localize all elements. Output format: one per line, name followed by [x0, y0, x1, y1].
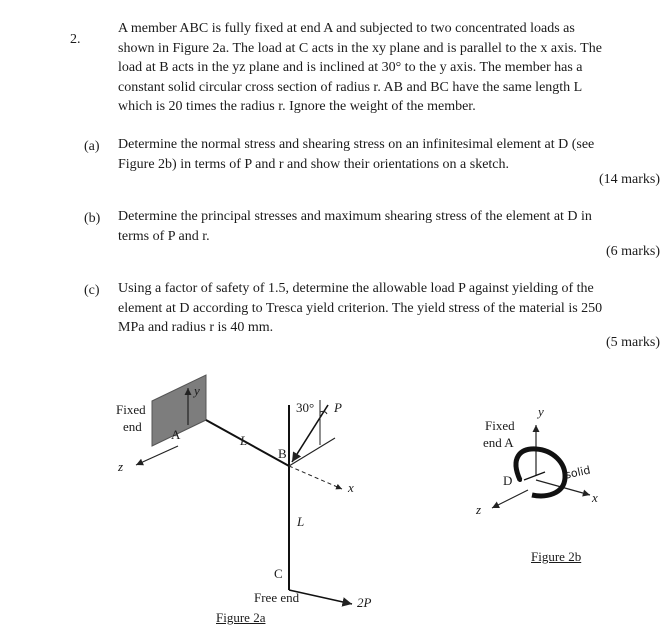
part-b-line: terms of P and r.: [118, 228, 210, 244]
fig2a-length-bc: L: [297, 514, 305, 529]
fig2b-caption: Figure 2b: [531, 549, 582, 564]
stem-line: shown in Figure 2a. The load at C acts in the xy plane and is parallel to the x axis. The: [118, 40, 602, 56]
fig2b-axis-y: y: [538, 404, 544, 419]
part-c-marks: (5 marks): [605, 335, 660, 350]
fig2a-angle: 30°: [296, 400, 315, 415]
fig2a-caption: Figure 2a: [216, 610, 266, 625]
part-c-line: element at D according to Tresca yield criterion. The yield stress of the material is 250: [118, 300, 603, 316]
fig2b-axis-z: z: [476, 502, 482, 517]
fig2b-fixed-label-1: Fixed: [485, 418, 515, 433]
cross-section: [516, 449, 565, 496]
fig2a-fixed-label-1: Fixed: [116, 402, 146, 417]
fig2a-load-2p: 2P: [357, 595, 372, 610]
part-a-label: (a): [84, 139, 100, 154]
fig2b-fixed-label-2: end A: [483, 435, 514, 450]
part-c-line: Using a factor of safety of 1.5, determine the allowable load P against yielding of the: [118, 281, 594, 296]
fig2a-point-b: B: [278, 446, 287, 461]
axis-z-2b: [492, 490, 528, 508]
axis-z-2a: [136, 446, 178, 465]
fig2a-point-c: C: [274, 566, 283, 581]
part-c-label: (c): [84, 283, 100, 298]
fig2a-load-p: P: [334, 400, 342, 415]
part-b-line: Determine the principal stresses and maximum shearing stress of the element at D in: [118, 209, 592, 224]
part-c-line: MPa and radius r is 40 mm.: [118, 320, 274, 335]
point-d-marker: [518, 478, 522, 482]
part-b-label: (b): [84, 211, 101, 226]
stem-line: which is 20 times the radius r. Ignore the weight of the member.: [118, 99, 476, 114]
fig2a-fixed-label-2: end: [123, 419, 142, 434]
fig2a-axis-y: y: [194, 383, 200, 398]
fig2a-length-ab: L: [240, 433, 248, 448]
part-b-marks: (6 marks): [605, 244, 660, 259]
section-edge: [524, 472, 545, 480]
fig2a-axis-z: z: [118, 459, 124, 474]
b-direction-line: [289, 438, 335, 466]
fig2a-axis-x: x: [348, 480, 354, 495]
stem-line: constant solid circular cross section of radius r. AB and BC have the same length L: [118, 79, 583, 95]
part-a-marks: (14 marks): [598, 172, 660, 187]
stem-line: load at B acts in the yz plane and is inclined at 30° to the y axis. The member has a: [118, 60, 583, 75]
stem-line: A member ABC is fully fixed at end A and subjected to two concentrated loads as: [118, 21, 575, 36]
member-ab: [206, 420, 289, 466]
fig2a-point-a: A: [171, 427, 181, 442]
question-number: 2.: [70, 32, 81, 47]
fig2b-solid-label: solid: [563, 463, 592, 482]
axis-x-2a: [289, 466, 342, 489]
fig2a-free-end: Free end: [254, 590, 300, 605]
part-a-line: Determine the normal stress and shearing stress on an infinitesimal element at D (see: [118, 137, 595, 152]
part-a-line: Figure 2b) in terms of P and r and show their orientations on a sketch.: [118, 156, 510, 172]
fig2b-point-d: D: [503, 473, 513, 488]
fig2b-axis-x: x: [592, 490, 598, 505]
